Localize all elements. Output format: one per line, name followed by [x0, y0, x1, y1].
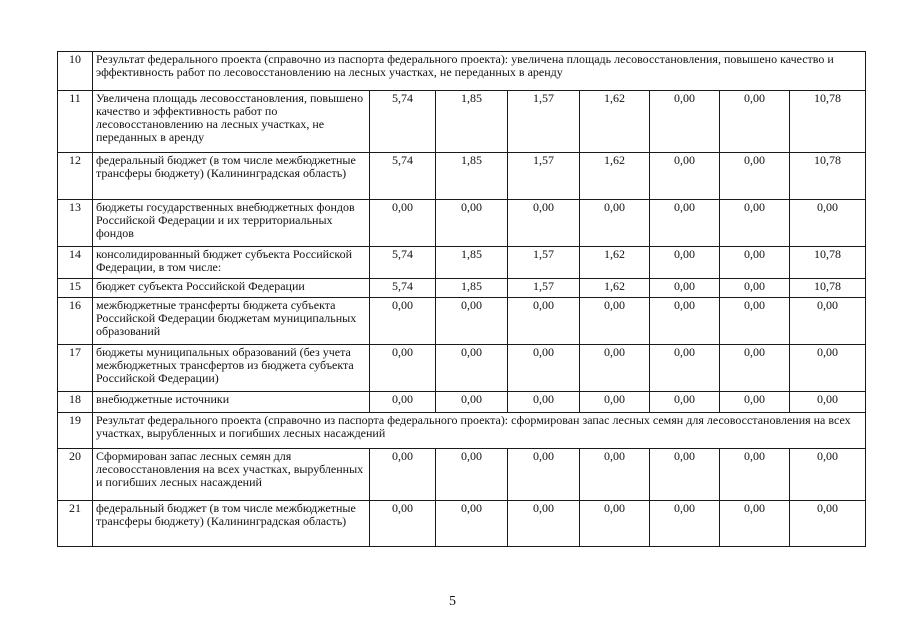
value-cell: 0,00: [650, 501, 720, 547]
value-cell: 0,00: [720, 153, 790, 200]
page-number: 5: [449, 594, 456, 609]
value-cell: 1,57: [508, 279, 580, 298]
row-number: 18: [58, 392, 93, 413]
value-cell: 1,62: [580, 247, 650, 279]
value-cell: 1,85: [436, 279, 508, 298]
table-row: [58, 153, 866, 200]
table-row: [58, 279, 866, 298]
value-cell: 0,00: [720, 449, 790, 501]
row-number: 10: [58, 52, 93, 91]
table-row: [58, 501, 866, 547]
row-number: 21: [58, 501, 93, 547]
row-number: 20: [58, 449, 93, 501]
value-cell: 10,78: [790, 247, 866, 279]
value-cell: 0,00: [370, 449, 436, 501]
row-number: 17: [58, 345, 93, 392]
value-cell: 0,00: [650, 200, 720, 247]
table-row: [58, 247, 866, 279]
value-cell: 0,00: [436, 392, 508, 413]
value-cell: 0,00: [790, 449, 866, 501]
value-cell: 0,00: [508, 298, 580, 345]
value-cell: 1,85: [436, 91, 508, 153]
row-label: межбюджетные трансферты бюджета субъекта Российской Федерации бюджетам муниципальных образований: [93, 298, 370, 345]
row-label: Сформирован запас лесных семян для лесовосстановления на всех участках, вырубленных и погибших лесных насаждений: [93, 449, 370, 501]
value-cell: 0,00: [650, 449, 720, 501]
value-cell: 0,00: [436, 345, 508, 392]
table-row: [58, 449, 866, 501]
value-cell: 1,57: [508, 91, 580, 153]
value-cell: 10,78: [790, 153, 866, 200]
value-cell: 0,00: [720, 91, 790, 153]
value-cell: 0,00: [436, 501, 508, 547]
value-cell: 0,00: [436, 200, 508, 247]
value-cell: 0,00: [436, 449, 508, 501]
row-number: 12: [58, 153, 93, 200]
value-cell: 5,74: [370, 247, 436, 279]
value-cell: 0,00: [650, 345, 720, 392]
row-number: 19: [58, 413, 93, 449]
value-cell: 0,00: [720, 392, 790, 413]
value-cell: 0,00: [650, 392, 720, 413]
value-cell: 0,00: [790, 200, 866, 247]
value-cell: 0,00: [370, 298, 436, 345]
table-row: [58, 200, 866, 247]
value-cell: 0,00: [508, 345, 580, 392]
value-cell: 0,00: [790, 345, 866, 392]
value-cell: 0,00: [508, 200, 580, 247]
value-cell: 0,00: [720, 279, 790, 298]
value-cell: 0,00: [720, 298, 790, 345]
value-cell: 0,00: [508, 392, 580, 413]
section-row: [58, 413, 866, 449]
row-label: бюджеты муниципальных образований (без учета межбюджетных трансфертов из бюджета субъекта Российской Федерации): [93, 345, 370, 392]
value-cell: 0,00: [650, 91, 720, 153]
row-number: 13: [58, 200, 93, 247]
table-row: [58, 91, 866, 153]
value-cell: 0,00: [790, 501, 866, 547]
value-cell: 0,00: [720, 200, 790, 247]
value-cell: 0,00: [650, 279, 720, 298]
value-cell: 0,00: [580, 200, 650, 247]
value-cell: 5,74: [370, 153, 436, 200]
value-cell: 0,00: [650, 247, 720, 279]
value-cell: 1,62: [580, 279, 650, 298]
value-cell: 0,00: [720, 501, 790, 547]
value-cell: 0,00: [580, 392, 650, 413]
value-cell: 10,78: [790, 91, 866, 153]
row-number: 16: [58, 298, 93, 345]
value-cell: 0,00: [580, 298, 650, 345]
value-cell: 0,00: [370, 392, 436, 413]
table-row: [58, 345, 866, 392]
value-cell: 0,00: [650, 153, 720, 200]
table-body: [58, 52, 866, 547]
section-title: Результат федерального проекта (справочно из паспорта федерального проекта): увеличена площадь лесовосстановления, повышено качество и эффективность работ по лесовосстановлению на лесных участках, не переданных в аренду: [93, 52, 866, 91]
table-row: [58, 392, 866, 413]
value-cell: 0,00: [580, 345, 650, 392]
value-cell: 0,00: [790, 392, 866, 413]
value-cell: 0,00: [508, 501, 580, 547]
value-cell: 0,00: [508, 449, 580, 501]
row-label: бюджеты государственных внебюджетных фондов Российской Федерации и их территориальных фондов: [93, 200, 370, 247]
value-cell: 0,00: [790, 298, 866, 345]
row-label: внебюджетные источники: [93, 392, 370, 413]
value-cell: 0,00: [720, 247, 790, 279]
value-cell: 10,78: [790, 279, 866, 298]
value-cell: 0,00: [370, 345, 436, 392]
value-cell: 0,00: [370, 200, 436, 247]
value-cell: 5,74: [370, 91, 436, 153]
row-number: 11: [58, 91, 93, 153]
value-cell: 1,57: [508, 153, 580, 200]
value-cell: 1,62: [580, 153, 650, 200]
row-label: федеральный бюджет (в том числе межбюджетные трансферы бюджету) (Калининградская область): [93, 153, 370, 200]
value-cell: 0,00: [650, 298, 720, 345]
value-cell: 0,00: [436, 298, 508, 345]
value-cell: 1,62: [580, 91, 650, 153]
row-label: консолидированный бюджет субъекта Российской Федерации, в том числе:: [93, 247, 370, 279]
row-label: Увеличена площадь лесовосстановления, повышено качество и эффективность работ по лесовосстановлению на лесных участках, не переданных в аренду: [93, 91, 370, 153]
row-label: бюджет субъекта Российской Федерации: [93, 279, 370, 298]
row-label: федеральный бюджет (в том числе межбюджетные трансферы бюджету) (Калининградская область): [93, 501, 370, 547]
value-cell: 0,00: [370, 501, 436, 547]
table-row: [58, 298, 866, 345]
section-title: Результат федерального проекта (справочно из паспорта федерального проекта): сформирован запас лесных семян для лесовосстановления на всех участках, вырубленных и погибших лесных насаждений: [93, 413, 866, 449]
row-number: 14: [58, 247, 93, 279]
row-number: 15: [58, 279, 93, 298]
section-row: [58, 52, 866, 91]
value-cell: 1,57: [508, 247, 580, 279]
value-cell: 5,74: [370, 279, 436, 298]
value-cell: 0,00: [580, 449, 650, 501]
budget-table: [57, 51, 866, 547]
value-cell: 1,85: [436, 247, 508, 279]
value-cell: 0,00: [580, 501, 650, 547]
value-cell: 1,85: [436, 153, 508, 200]
value-cell: 0,00: [720, 345, 790, 392]
